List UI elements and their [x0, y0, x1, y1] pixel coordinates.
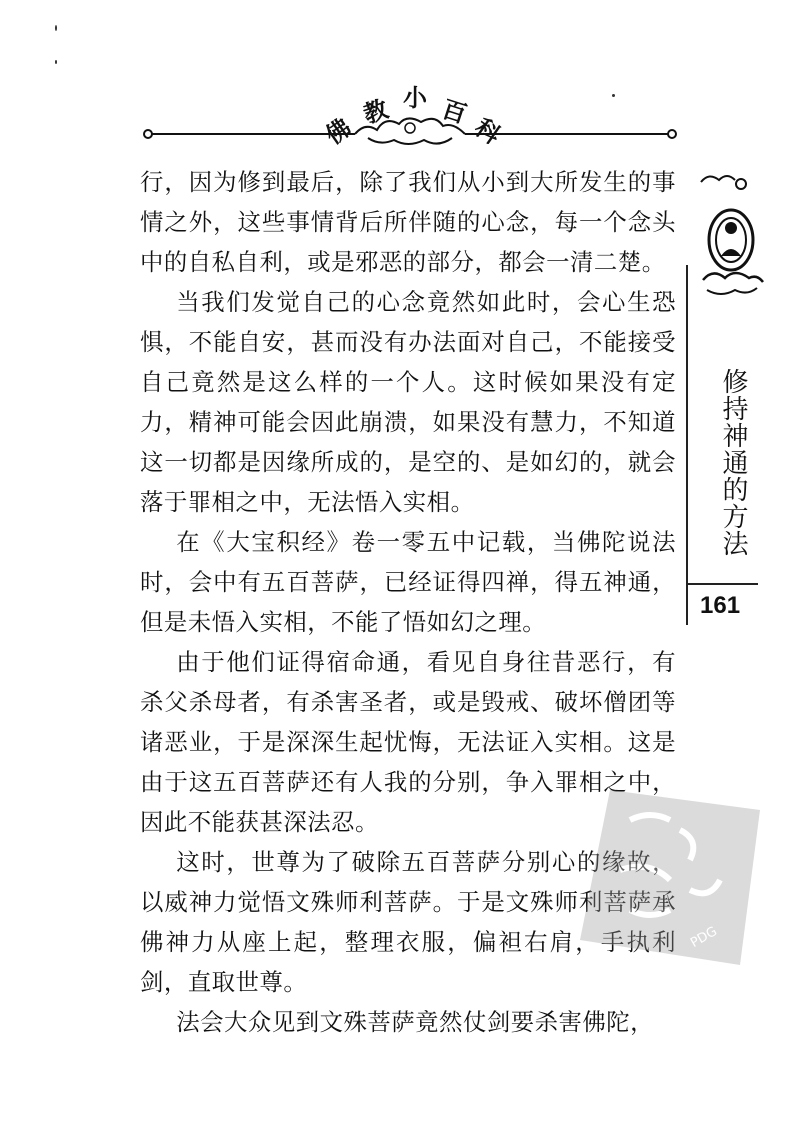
header-title	[320, 72, 506, 150]
header-char: 教	[359, 93, 392, 129]
page-number: 161	[700, 592, 741, 619]
header-char: 百	[438, 93, 471, 129]
header-char: 佛	[320, 112, 357, 150]
watermark-text: PDG	[688, 924, 720, 951]
paragraph: 在《大宝积经》卷一零五中记载，当佛陀说法时，会中有五百菩萨，已经证得四禅，得五神通，但是未悟入实相，不能了悟如幻之理。	[140, 528, 676, 636]
page-number-divider	[686, 583, 758, 585]
scan-speck	[55, 60, 57, 64]
paragraph: 当我们发觉自己的心念竟然如此时，会心生恐惧，不能自安，甚而没有办法面对自己，不能接受自己竟然是这么样的一个人。这时候如果没有定力，精神可能会因此崩溃，如果没有慧力，不知道这一切都是因缘所成的，是空的、是如幻的，就会落于罪相之中，无法悟入实相。	[140, 288, 676, 516]
side-divider	[686, 265, 688, 625]
side-ornament	[695, 170, 765, 304]
seal-icon	[570, 780, 770, 970]
header-char: 科	[469, 112, 506, 150]
paragraph: 由于他们证得宿命通，看见自身往昔恶行，有杀父杀母者，有杀害圣者，或是毁戒、破坏僧团等诸恶业，于是深深生起忧悔，无法证入实相。这是由于这五百菩萨还有人我的分别，争入罪相之中，因此不能获甚深法忍。	[140, 648, 676, 836]
header-char: 小	[403, 83, 427, 112]
watermark-stamp	[570, 780, 770, 974]
paragraph: 行，因为修到最后，除了我们从小到大所发生的事情之外，这些事情背后所伴随的心念，每一个念头中的自私自利，或是邪恶的部分，都会一清二楚。	[140, 168, 676, 276]
buddha-medallion-icon	[695, 170, 765, 300]
page-header	[140, 60, 680, 150]
scan-speck	[55, 25, 57, 31]
paragraph: 法会大众见到文殊菩萨竟然仗剑要杀害佛陀，	[176, 1008, 655, 1036]
section-title: 修持神通的方法	[718, 368, 748, 557]
paragraph: 这时，世尊为了破除五百菩萨分别心的缘故，以威神力觉悟文殊师利菩萨。于是文殊师利菩萨承佛神力从座上起，整理衣服，偏袒右肩，手执利剑，直取世尊。	[140, 848, 676, 996]
scan-speck	[612, 94, 615, 97]
